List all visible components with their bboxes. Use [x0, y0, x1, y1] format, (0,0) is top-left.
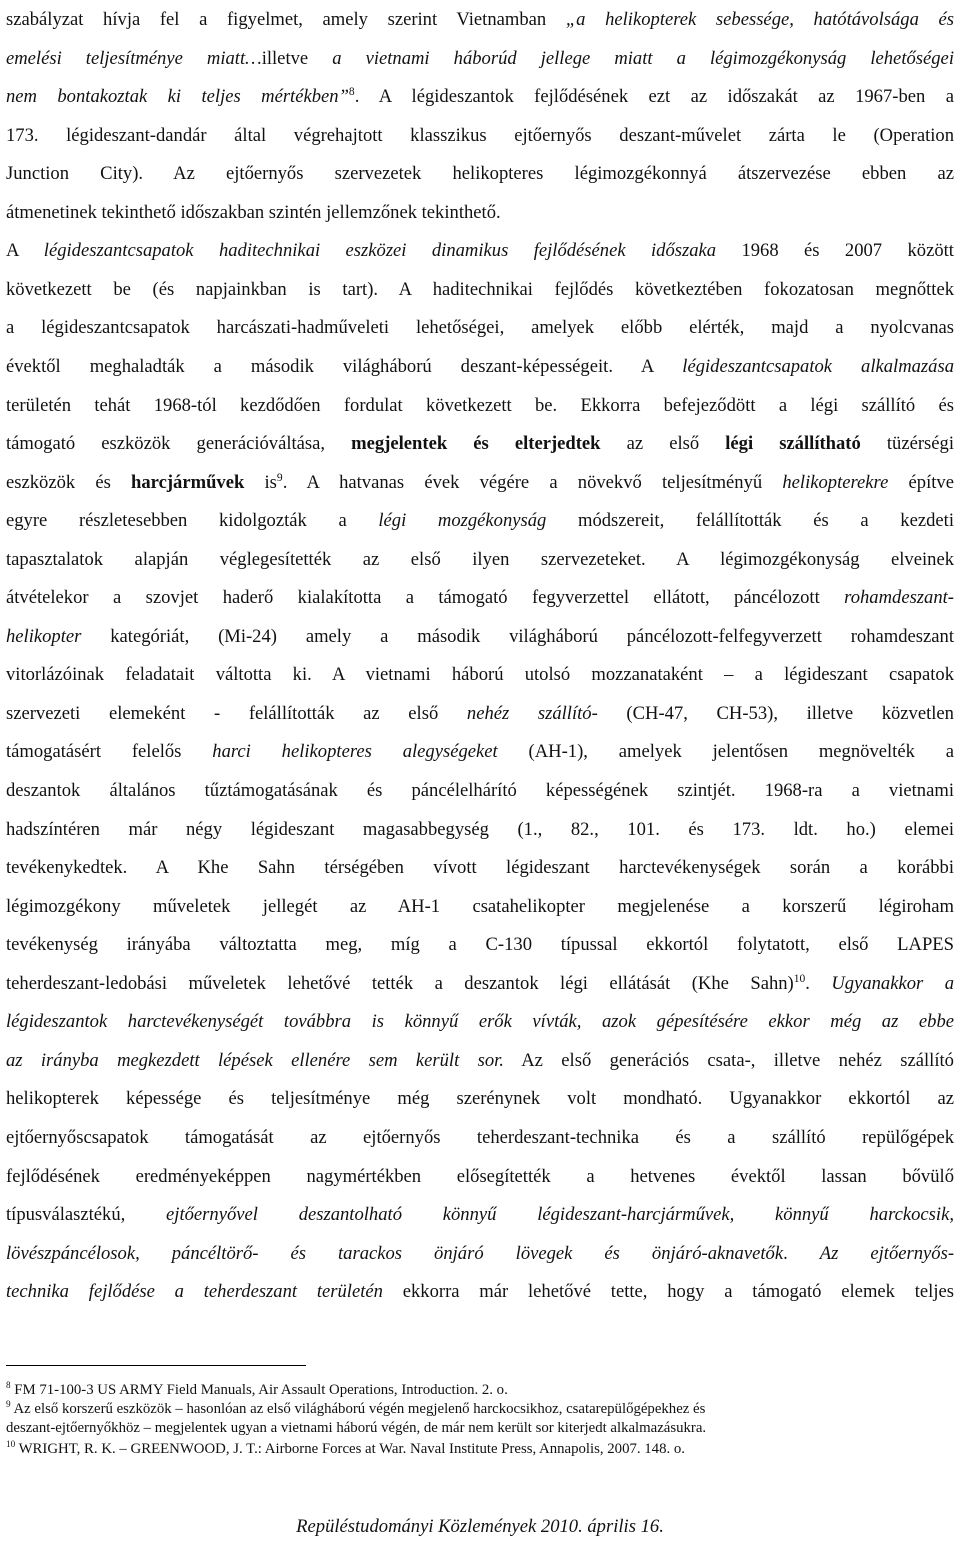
footnote-line: deszant-ejtőernyőkhöz – megjelentek ugyan a vietnami háború végén, de már nem került sor kiterjedt alkalmazásukra. [6, 1420, 707, 1436]
body-line: lövészpáncélosok, páncéltörő- és tarackos önjáró lövegek és önjáró-aknavetők. Az ejtőernyős- [6, 1242, 955, 1264]
body-line: tevékenység irányába változtatta meg, míg a C-130 típussal ekkortól folytatott, első LAPES [6, 934, 954, 956]
body-line: támogatásért felelős harci helikopteres alegységeket (AH-1), amelyek jelentősen megnövelték a [6, 741, 954, 763]
body-line: tevékenykedtek. A Khe Sahn térségében vívott légideszant harctevékenységek során a korábbi [6, 857, 954, 879]
page-footer: Repüléstudományi Közlemények 2010. április 16. [296, 1516, 664, 1537]
body-line: az irányba megkezdett lépések ellenére sem került sor. Az első generációs csata-, illetve nehéz szállító [6, 1049, 954, 1071]
body-line: következett be (és napjainkban is tart). A haditechnikai fejlődés következtében fokozatosan megnőttek [6, 278, 954, 300]
footnote-line: $^8$ FM 71-100-3 US ARMY Field Manuals, Air Assault Operations, Introduction. 2. o. [6, 1380, 508, 1398]
body-line: ejtőernyőscsapatok támogatását az ejtőernyős teherdeszant-technika és a szállító repülőgépek [6, 1126, 954, 1148]
body-line: egyre részletesebben kidolgozták a légi mozgékonyság módszereit, felállították és a kezdeti [6, 510, 954, 532]
body-line: 173. légideszant-dandár által végrehajtott klasszikus ejtőernyős deszant-művelet zárta le (Operation [6, 124, 954, 146]
body-line: a légideszantcsapatok harcászati-hadműveleti lehetőségei, amelyek előbb elérték, majd a nyolcvanas [6, 317, 954, 339]
body-line: típusválasztékú, ejtőernyővel deszantolható könnyű légideszant-harcjárművek, könnyű harckocsik, [6, 1204, 954, 1226]
body-line: hadszíntéren már négy légideszant magasabbegység (1., 82., 101. és 173. ldt. ho.) elemei [6, 818, 954, 840]
body-line: szabályzat hívja fel a figyelmet, amely szerint Vietnamban „a helikopterek sebessége, hatótávolsága és [6, 9, 954, 30]
footnote-separator [6, 1365, 306, 1366]
body-line: légideszantok harctevékenységét továbbra is könnyű erők vívták, azok gépesítésére ekkor még az ebbe [6, 1011, 954, 1033]
body-line: szervezeti elemeként - felállították az első nehéz szállító- (CH-47, CH-53), illetve közvetlen [6, 702, 954, 724]
body-line: támogató eszközök generációváltása, megjelentek és elterjedtek az első légi szállítható tüzérségi [6, 433, 955, 455]
body-line: technika fejlődése a teherdeszant területén ekkorra már lehetővé tette, hogy a támogató elemek teljes [6, 1281, 954, 1303]
body-line: Junction City). Az ejtőernyős szervezetek helikopteres légimozgékonnyá átszervezése ebben az [6, 163, 954, 185]
body-line: helikopterek képessége és teljesítménye még szerénynek volt mondható. Ugyanakkor ekkortól az [6, 1088, 954, 1110]
body-line: helikopter kategóriát, (Mi-24) amely a második világháború páncélozott-felfegyverzett rohamdeszant [6, 625, 954, 647]
footnote-line: $^9$ Az első korszerű eszközök – hasonlóan az első világháború végén megjelenő harckocsikhoz, csatarepülőgépekhez és [6, 1399, 706, 1417]
body-line: átvételekor a szovjet haderő kialakította a támogató fegyverzettel ellátott, páncélozott rohamdeszant- [6, 587, 954, 609]
body-line: vitorlázóinak feladatait váltotta ki. A vietnami háború utolsó mozzanataként – a légideszant csapatok [6, 664, 954, 686]
body-line: deszantok általános tűztámogatásának és páncélelhárító képességének szintjét. 1968-ra a vietnami [6, 780, 954, 801]
body-line: évektől meghaladták a második világháború deszant-képességeit. A légideszantcsapatok alkalmazása [6, 355, 954, 377]
body-line: emelési teljesítménye miatt…illetve a vietnami háborúd jellege miatt a légimozgékonyság lehetőségei [6, 47, 954, 69]
body-line: fejlődésének eredményeképpen nagymértékben elősegítették a hetvenes évektől lassan bővülő [6, 1165, 954, 1187]
body-line: területén tehát 1968-tól kezdődően fordulat következett be. Ekkorra befejeződött a légi szállító és [6, 394, 954, 416]
footnote-line: $^{10}$ WRIGHT, R. K. – GREENWOOD, J. T.: Airborne Forces at War. Naval Institute Press, Annapolis, 2007. 148. o. [6, 1439, 685, 1457]
body-line: átmenetinek tekinthető időszakban szintén jellemzőnek tekinthető. [6, 201, 501, 223]
body-line: nem bontakoztak ki teljes mértékben”$^8$. A légideszantok fejlődésének ezt az időszakát az 1967-ben a [6, 85, 954, 108]
body-line: A légideszantcsapatok haditechnikai eszközei dinamikus fejlődésének időszaka 1968 és 2007 között [6, 240, 954, 262]
body-line: teherdeszant-ledobási műveletek lehetővé tették a deszantok légi ellátását (Khe Sahn)$^{10}$. Ugyanakkor a [6, 972, 954, 994]
body-line: eszközök és harcjárművek $is^9$. A hatvanas évek végére a növekvő teljesítményű helikopterekre építve [6, 471, 954, 493]
body-line: légimozgékony műveletek jellegét az AH-1 csatahelikopter megjelenése a korszerű légiroham [6, 895, 954, 917]
body-line: tapasztalatok alapján véglegesítették az első ilyen szervezeteket. A légimozgékonyság elveinek [6, 548, 954, 570]
